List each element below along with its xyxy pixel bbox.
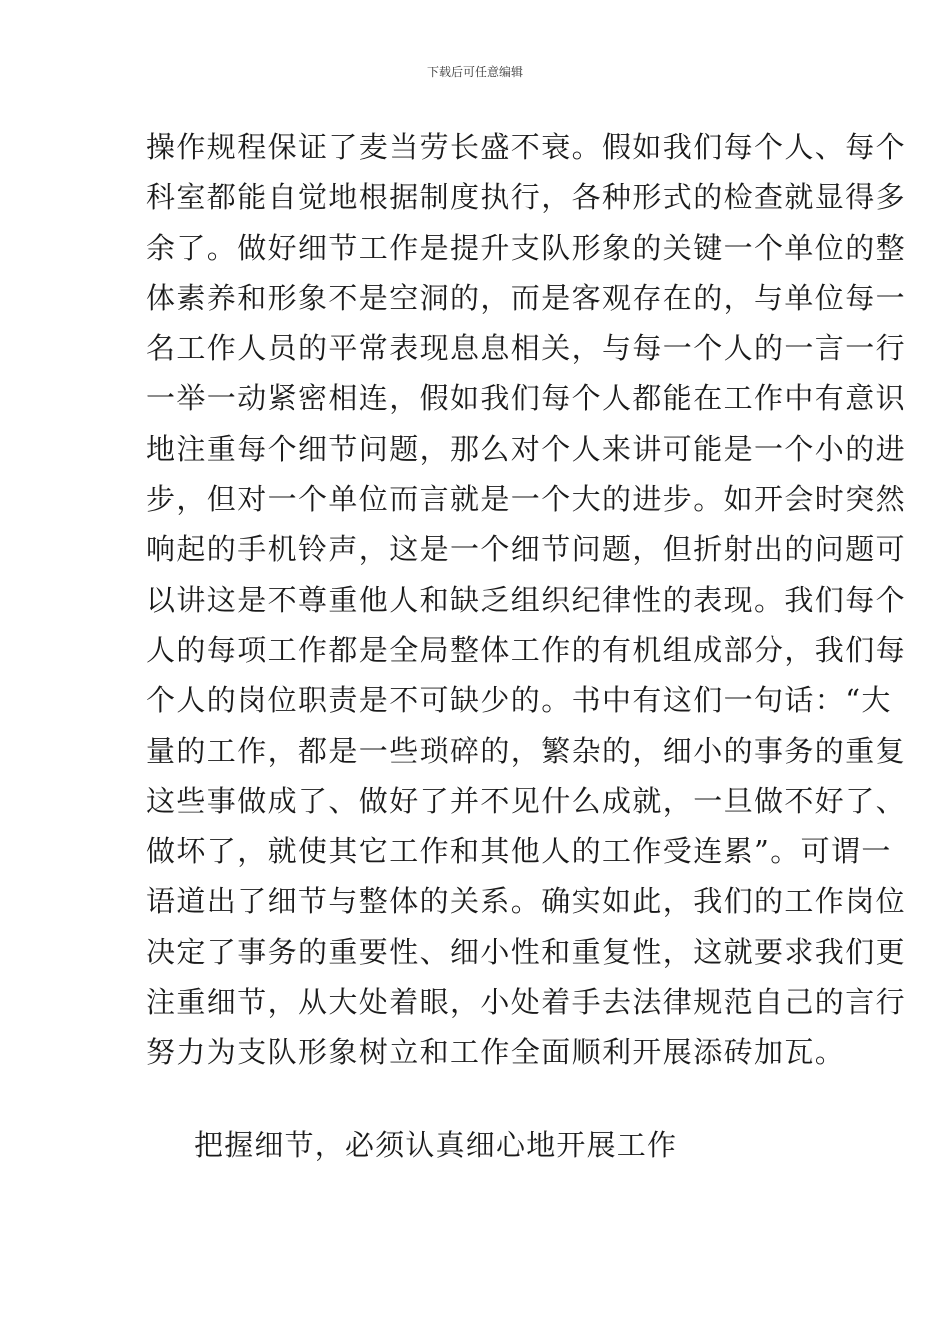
- body-paragraph: [146, 122, 907, 1078]
- paragraph-line: 名工作人员的平常表现息息相关，与每一个人的一言一行: [146, 331, 907, 366]
- paragraph-line: 科室都能自觉地根据制度执行，各种形式的检查就显得多: [146, 180, 907, 215]
- paragraph-line: 地注重每个细节问题，那么对个人来讲可能是一个小的进: [146, 431, 907, 466]
- paragraph-line: 做坏了，就使其它工作和其他人的工作受连累”。可谓一: [146, 834, 892, 869]
- paragraph-line: 这些事做成了、做好了并不见什么成就，一旦做不好了、: [146, 783, 907, 818]
- paragraph-line: 量的工作，都是一些琐碎的，繁杂的，细小的事务的重复: [146, 733, 907, 768]
- section-heading: 把握细节，必须认真细心地开展工作: [194, 1128, 678, 1162]
- paragraph-line: 人的每项工作都是全局整体工作的有机组成部分，我们每: [146, 632, 907, 667]
- paragraph-line: 一举一动紧密相连，假如我们每个人都能在工作中有意识: [146, 381, 907, 416]
- paragraph-line: 以讲这是不尊重他人和缺乏组织纪律性的表现。我们每个: [146, 582, 907, 617]
- paragraph-line: 步，但对一个单位而言就是一个大的进步。如开会时突然: [146, 482, 907, 517]
- paragraph-line: 个人的岗位职责是不可缺少的。书中有这们一句话：“大: [146, 683, 892, 718]
- paragraph-line: 体素养和形象不是空洞的，而是客观存在的，与单位每一: [146, 280, 907, 315]
- paragraph-line: 努力为支队形象树立和工作全面顺利开展添砖加瓦。: [146, 1035, 846, 1070]
- paragraph-line: 操作规程保证了麦当劳长盛不衰。假如我们每个人、每个: [146, 130, 907, 164]
- paragraph-line: 语道出了细节与整体的关系。确实如此，我们的工作岗位: [146, 884, 907, 919]
- paragraph-line: 决定了事务的重要性、细小性和重复性，这就要求我们更: [146, 934, 907, 969]
- page-header-note: 下载后可任意编辑: [426, 65, 523, 79]
- paragraph-line: 注重细节，从大处着眼，小处着手去法律规范自己的言行: [146, 985, 907, 1020]
- paragraph-line: 响起的手机铃声，这是一个细节问题，但折射出的问题可: [146, 532, 907, 567]
- paragraph-line: 余了。做好细节工作是提升支队形象的关键一个单位的整: [146, 230, 907, 265]
